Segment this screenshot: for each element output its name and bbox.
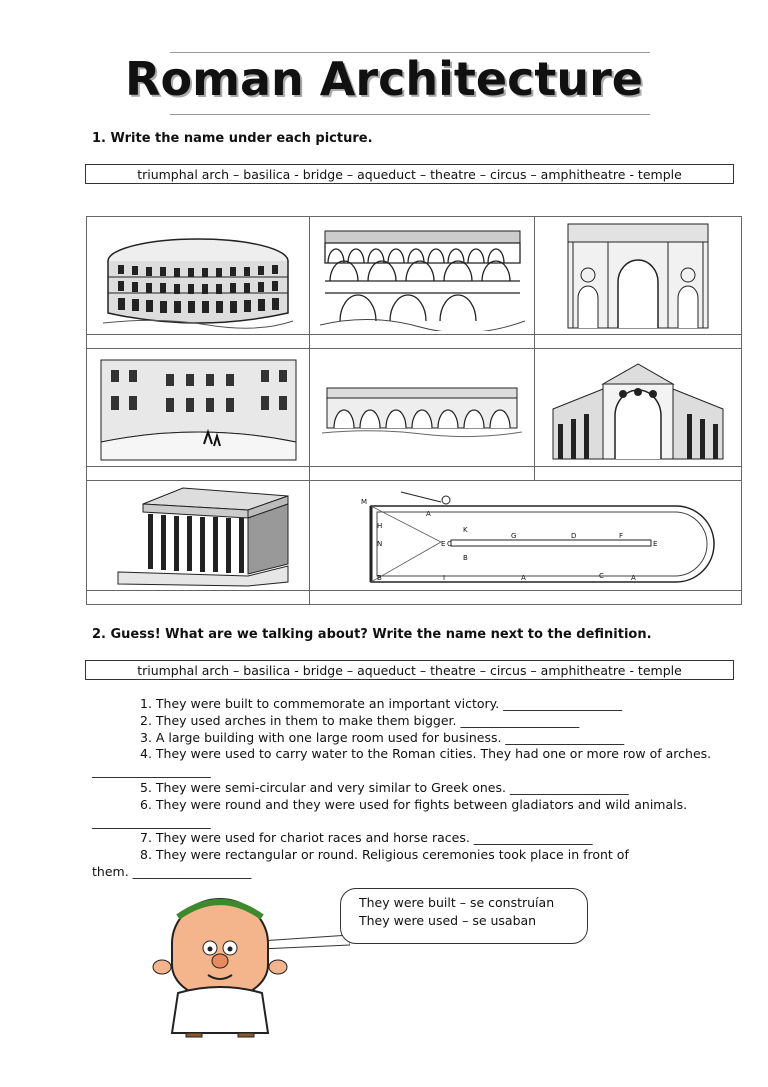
plan-letter-a1: A [425, 509, 431, 518]
section2-heading: 2. Guess! What are we talking about? Write the name next to the definition. [92, 627, 652, 642]
plan-letter-a2: A [520, 573, 526, 582]
definition-8: 8. They were rectangular or round. Religious ceremonies took place in front of [140, 847, 629, 863]
definition-3: 3. A large building with one large room used for business. ___________________ [140, 729, 625, 745]
picture-cell-aqueduct [310, 217, 535, 335]
definition-7: 7. They were used for chariot races and horse races. ___________________ [140, 830, 593, 846]
plan-letter-m: M [360, 497, 367, 506]
plan-letter-b2: B [376, 573, 382, 582]
definition-6: 6. They were round and they were used for fights between gladiators and wild animals. [140, 796, 688, 812]
plan-letter-n: N [376, 539, 382, 548]
bridge-icon [322, 378, 522, 438]
picture-cell-temple [87, 481, 310, 591]
basilica-icon [543, 354, 733, 462]
plan-letter-c2: C [598, 571, 604, 580]
word-bank-2: triumphal arch – basilica - bridge – aqueduct – theatre – circus – amphitheatre - temple [85, 660, 734, 680]
roman-character-icon [150, 893, 350, 1038]
picture-cell-colosseum [87, 217, 310, 335]
plan-letter-c1: C [446, 539, 452, 548]
plan-letter-e2: E [652, 539, 657, 548]
definition-8-continued: them. ___________________ [92, 863, 252, 879]
picture-cell-circus [310, 481, 742, 591]
plan-letter-b1: B [462, 553, 468, 562]
plan-letter-g: G [510, 531, 516, 540]
word-bank-1: triumphal arch – basilica - bridge – aqueduct – theatre – circus – amphitheatre - temple [85, 164, 734, 184]
answer-blank-4: ___________________ [92, 763, 211, 779]
picture-cell-theatre [87, 349, 310, 467]
answer-blank-6: ___________________ [92, 813, 211, 829]
temple-icon [103, 484, 293, 588]
circus-plan-icon [331, 484, 721, 588]
aqueduct-icon [320, 221, 525, 331]
triumphal-arch-icon [563, 220, 713, 332]
plan-letter-i: I [442, 573, 445, 582]
plan-letter-e1: E [440, 539, 445, 548]
colosseum-icon [98, 221, 298, 331]
plan-letter-f: F [618, 531, 623, 540]
picture-cell-bridge [310, 349, 535, 467]
picture-cell-basilica [535, 349, 742, 467]
theatre-icon [96, 352, 301, 464]
plan-letter-h: H [376, 521, 382, 530]
section1-heading: 1. Write the name under each picture. [92, 131, 373, 146]
definition-1: 1. They were built to commemorate an important victory. ___________________ [140, 696, 622, 711]
title-underline [170, 114, 650, 115]
picture-grid [86, 216, 742, 605]
bubble-line-1: They were built – se construían [359, 895, 555, 910]
picture-cell-triumphal-arch [535, 217, 742, 335]
bubble-line-2: They were used – se usaban [359, 913, 537, 928]
speech-bubble [340, 888, 588, 944]
definition-4: 4. They were used to carry water to the Roman cities. They had one or more row of arches. [140, 746, 712, 762]
plan-letter-k: K [462, 525, 468, 534]
definition-list [92, 696, 742, 881]
plan-letter-d: D [570, 531, 576, 540]
definition-5: 5. They were semi-circular and very similar to Greek ones. ___________________ [140, 779, 629, 795]
definition-2: 2. They used arches in them to make them bigger. ___________________ [140, 712, 580, 728]
page-title: Roman Architecture [125, 52, 643, 106]
plan-letter-a3: A [630, 573, 636, 582]
